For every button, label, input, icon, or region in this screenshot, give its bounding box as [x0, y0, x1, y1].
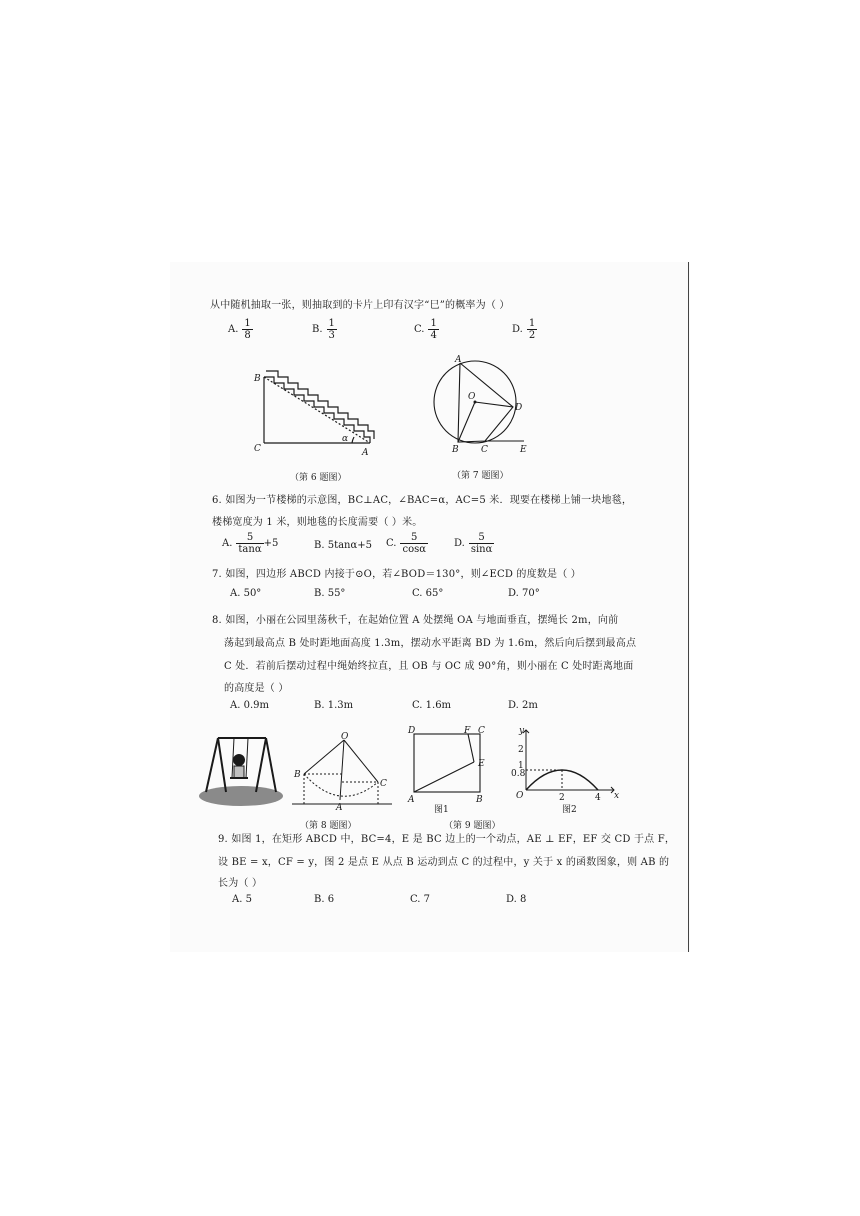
figure-9-graph: [510, 724, 620, 814]
rope-oc: [344, 740, 378, 782]
q8-option-a: A. 0.9m: [230, 700, 269, 711]
label-d: D: [515, 403, 523, 413]
numerator: 5: [478, 532, 485, 543]
q6-option-c: [386, 532, 428, 555]
figure-9-rectangle: [406, 724, 488, 814]
figure-7-circle: [428, 355, 538, 455]
q5-option-a: [228, 318, 253, 341]
option-label: A.: [222, 538, 233, 549]
q5-option-d: [512, 318, 537, 341]
q8-line-1: 8. 如图，小丽在公园里荡秋千，在起始位置 A 处摆绳 OA 与地面垂直，摆绳长 2m，向前: [212, 615, 619, 626]
label-a: A: [408, 795, 415, 805]
q5-option-c: [414, 318, 439, 341]
q8-option-d: D. 2m: [508, 700, 538, 711]
q8-line-2: 荡起到最高点 B 处时距地面高度 1.3m，摆动水平距离 BD 为 1.6m，然后向后摆到最高点: [224, 638, 637, 649]
tick-x-2: 2: [559, 793, 565, 803]
numerator: 1: [430, 318, 437, 329]
q7-option-b: B. 55°: [314, 588, 346, 599]
q9-line-3: 长为（ ）: [218, 878, 263, 889]
swing-rope: [246, 738, 248, 778]
q8-line-3: C 处．若前后摆动过程中绳始终拉直，且 OB 与 OC 成 90°角，则小丽在 C 处时距离地面: [224, 661, 634, 672]
swing-leg: [256, 738, 266, 792]
option-label: A.: [228, 324, 239, 335]
option-label: B.: [314, 540, 325, 551]
q9-option-d: D. 8: [506, 894, 527, 905]
figure-6-caption: （第 6 题图）: [290, 473, 347, 483]
q9-option-a: A. 5: [232, 894, 252, 905]
q9-option-b: B. 6: [314, 894, 335, 905]
option-label: C.: [414, 324, 425, 335]
figure-6-staircase: [250, 365, 390, 460]
q6-line-2: 楼梯宽度为 1 米，则地毯的长度需要（ ）米。: [212, 517, 423, 528]
denominator: sinα: [470, 544, 493, 555]
stairs-front: [266, 371, 374, 439]
label-c: C: [481, 445, 488, 455]
hypotenuse-ba: [264, 377, 370, 443]
label-o: O: [341, 732, 349, 742]
option-label: C.: [386, 538, 397, 549]
q7-option-c: C. 65°: [412, 588, 444, 599]
rope-ob: [304, 740, 344, 774]
child-body: [234, 766, 244, 778]
q5-option-b: [312, 318, 337, 341]
rope-oa: [340, 740, 344, 800]
label-c: C: [254, 444, 261, 454]
margin-rule: [688, 262, 689, 952]
label-b: B: [254, 374, 261, 384]
q8-line-4: 的高度是（ ）: [224, 683, 289, 694]
option-suffix: +5: [263, 538, 279, 549]
denominator: 3: [328, 330, 335, 341]
segment-ef: [468, 734, 474, 762]
label-o: O: [468, 392, 476, 402]
q5-text: 从中随机抽取一张，则抽取到的卡片上印有汉字“巳”的概率为（ ）: [210, 300, 510, 311]
label-a: A: [362, 448, 369, 458]
label-d: D: [408, 726, 416, 736]
label-b: B: [476, 795, 483, 805]
numerator: 1: [244, 318, 251, 329]
label-y: y: [519, 726, 525, 736]
figure-8-diagram: [292, 730, 392, 814]
label-c: C: [478, 726, 485, 736]
q8-option-c: C. 1.6m: [412, 700, 452, 711]
option-text: 5tanα+5: [327, 540, 372, 551]
label-a: A: [336, 803, 343, 813]
label-e: E: [520, 445, 527, 455]
label-e: E: [478, 759, 485, 769]
tick-y-1: 1: [518, 761, 524, 771]
q7-line-1: 7. 如图，四边形 ABCD 内接于⊙O，若∠BOD＝130°，则∠ECD 的度数是（ ）: [212, 569, 581, 580]
tick-y-2: 2: [518, 745, 524, 755]
stairs-top: [264, 377, 370, 443]
figure-9-caption: （第 9 题图）: [444, 821, 501, 831]
q8-option-b: B. 1.3m: [314, 700, 354, 711]
denominator: 4: [430, 330, 437, 341]
q7-option-a: A. 50°: [230, 588, 262, 599]
q9-option-c: C. 7: [410, 894, 431, 905]
label-origin: O: [516, 791, 524, 801]
tick-y-0-8: 0.8: [511, 769, 526, 779]
denominator: 8: [244, 330, 251, 341]
numerator: 5: [411, 532, 418, 543]
numerator: 1: [528, 318, 536, 329]
figure-8-swing-illustration: [196, 730, 286, 810]
angle-alpha-arc: [352, 437, 354, 443]
label-alpha: α: [342, 434, 349, 444]
option-label: D.: [454, 538, 465, 549]
label-b: B: [294, 770, 301, 780]
q7-option-d: D. 70°: [508, 588, 540, 599]
denominator: 2: [528, 330, 536, 341]
figure-8-caption: （第 8 题图）: [300, 821, 357, 831]
label-a: A: [455, 355, 462, 365]
denominator: cosα: [402, 544, 426, 555]
label-b: B: [452, 445, 459, 455]
q6-option-b: [314, 540, 372, 551]
numerator: 5: [246, 532, 254, 543]
option-label: B.: [312, 324, 323, 335]
figure-9-fig1-label: 图1: [434, 805, 449, 815]
figure-9-fig2-label: 图2: [562, 805, 577, 815]
tick-x-4: 4: [595, 793, 601, 803]
swing-leg: [218, 738, 226, 792]
figure-7-caption: （第 7 题图）: [452, 471, 509, 481]
radius-ob: [458, 402, 475, 442]
denominator: tanα: [238, 544, 262, 555]
label-f: F: [464, 726, 471, 736]
q6-line-1: 6. 如图为一节楼梯的示意图，BC⊥AC，∠BAC=α，AC=5 米．现要在楼梯上铺一块地毯，: [212, 495, 633, 506]
q9-line-2: 设 BE = x，CF = y，图 2 是点 E 从点 B 运动到点 C 的过程中，y 关于 x 的函数图象，则 AB 的: [218, 857, 670, 868]
label-x: x: [614, 791, 620, 801]
q6-option-a: [222, 532, 278, 555]
q6-option-d: [454, 532, 494, 555]
option-label: D.: [512, 324, 523, 335]
ground-shadow: [199, 786, 283, 806]
child-head: [233, 754, 245, 766]
q9-line-1: 9. 如图 1，在矩形 ABCD 中，BC=4，E 是 BC 边上的一个动点，AE ⊥ EF，EF 交 CD 于点 F，: [218, 834, 676, 845]
label-c: C: [380, 779, 387, 789]
segment-ae: [414, 762, 474, 792]
swing-leg: [206, 738, 218, 792]
swing-leg: [266, 738, 276, 792]
numerator: 1: [328, 318, 335, 329]
